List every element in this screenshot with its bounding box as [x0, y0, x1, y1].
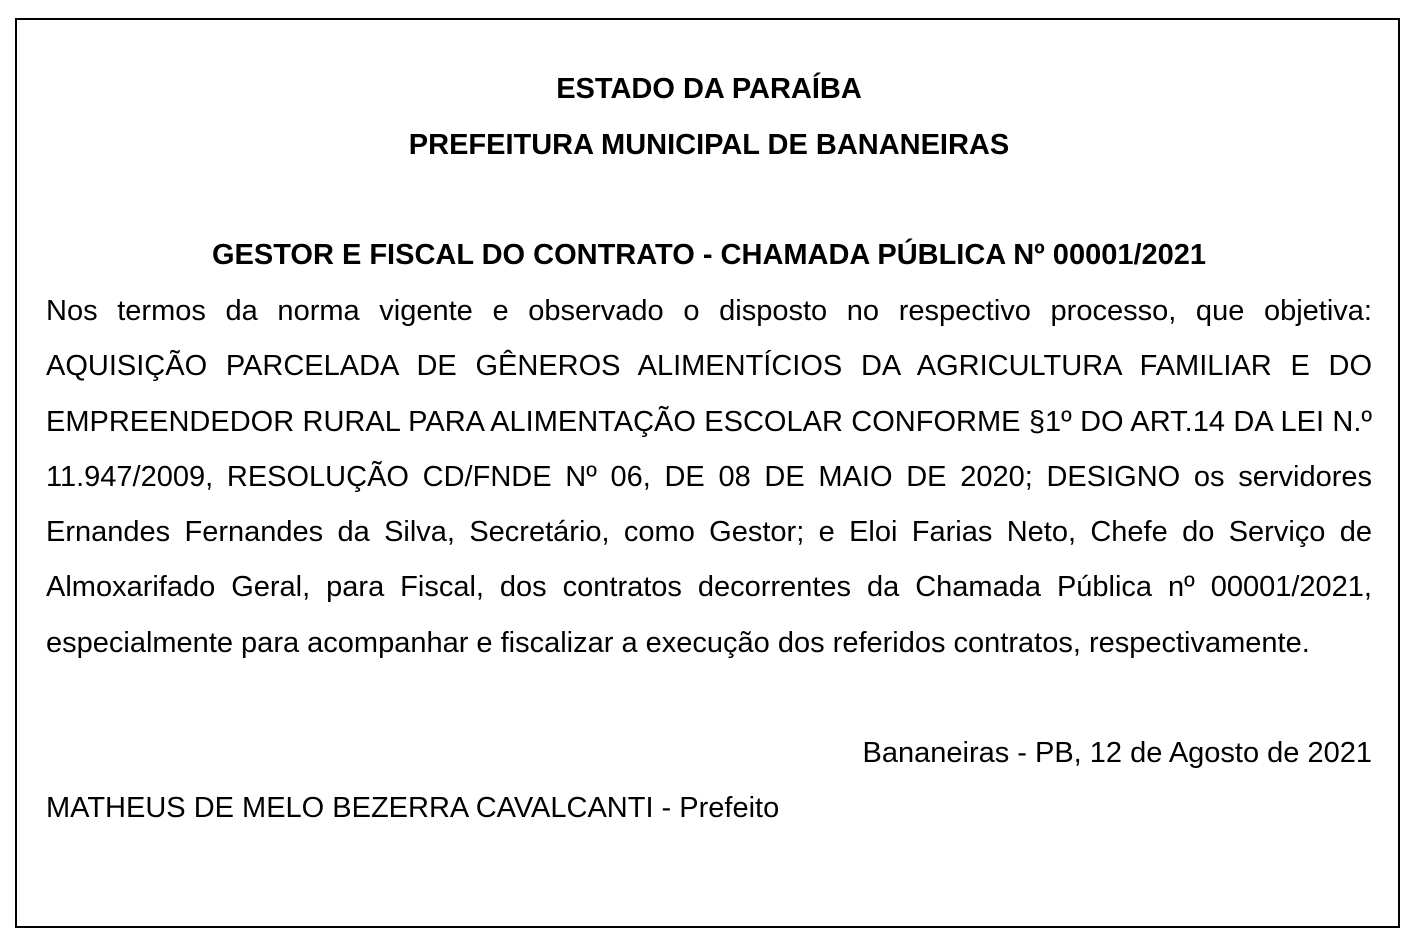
municipality-heading: PREFEITURA MUNICIPAL DE BANANEIRAS: [408, 129, 1010, 161]
notice-title: GESTOR E FISCAL DO CONTRATO - CHAMADA PÚBLICA Nº 00001/2021: [211, 239, 1207, 271]
place-date: Bananeiras - PB, 12 de Agosto de 2021: [862, 737, 1372, 769]
notice-body: Nos termos da norma vigente e observado o disposto no respectivo processo, que objetiva: AQUISIÇÃO PARCELADA DE GÊNEROS ALIMENTÍCIOS DA AGRICULTURA FAMILIAR E DO EMPREENDEDOR RURAL PARA ALIMENTAÇÃO ESCOLAR CONFORME §1º DO ART.14 DA LEI N.º 11.947/2009, RESOLUÇÃO CD/FNDE Nº 06, DE 08 DE MAIO DE 2020; DESIGNO os servidores Ernandes Fernandes da Silva, Secretário, como Gestor; e Eloi Farias Neto, Chefe do Serviço de Almoxarifado Geral, para Fiscal, dos contratos decorrentes da Chamada Pública nº 00001/2021, especialmente para acompanhar e fiscalizar a execução dos referidos contratos, respectivamente.: [46, 295, 1372, 659]
state-heading: ESTADO DA PARAÍBA: [556, 73, 862, 105]
signature-line: MATHEUS DE MELO BEZERRA CAVALCANTI - Prefeito: [46, 792, 780, 824]
